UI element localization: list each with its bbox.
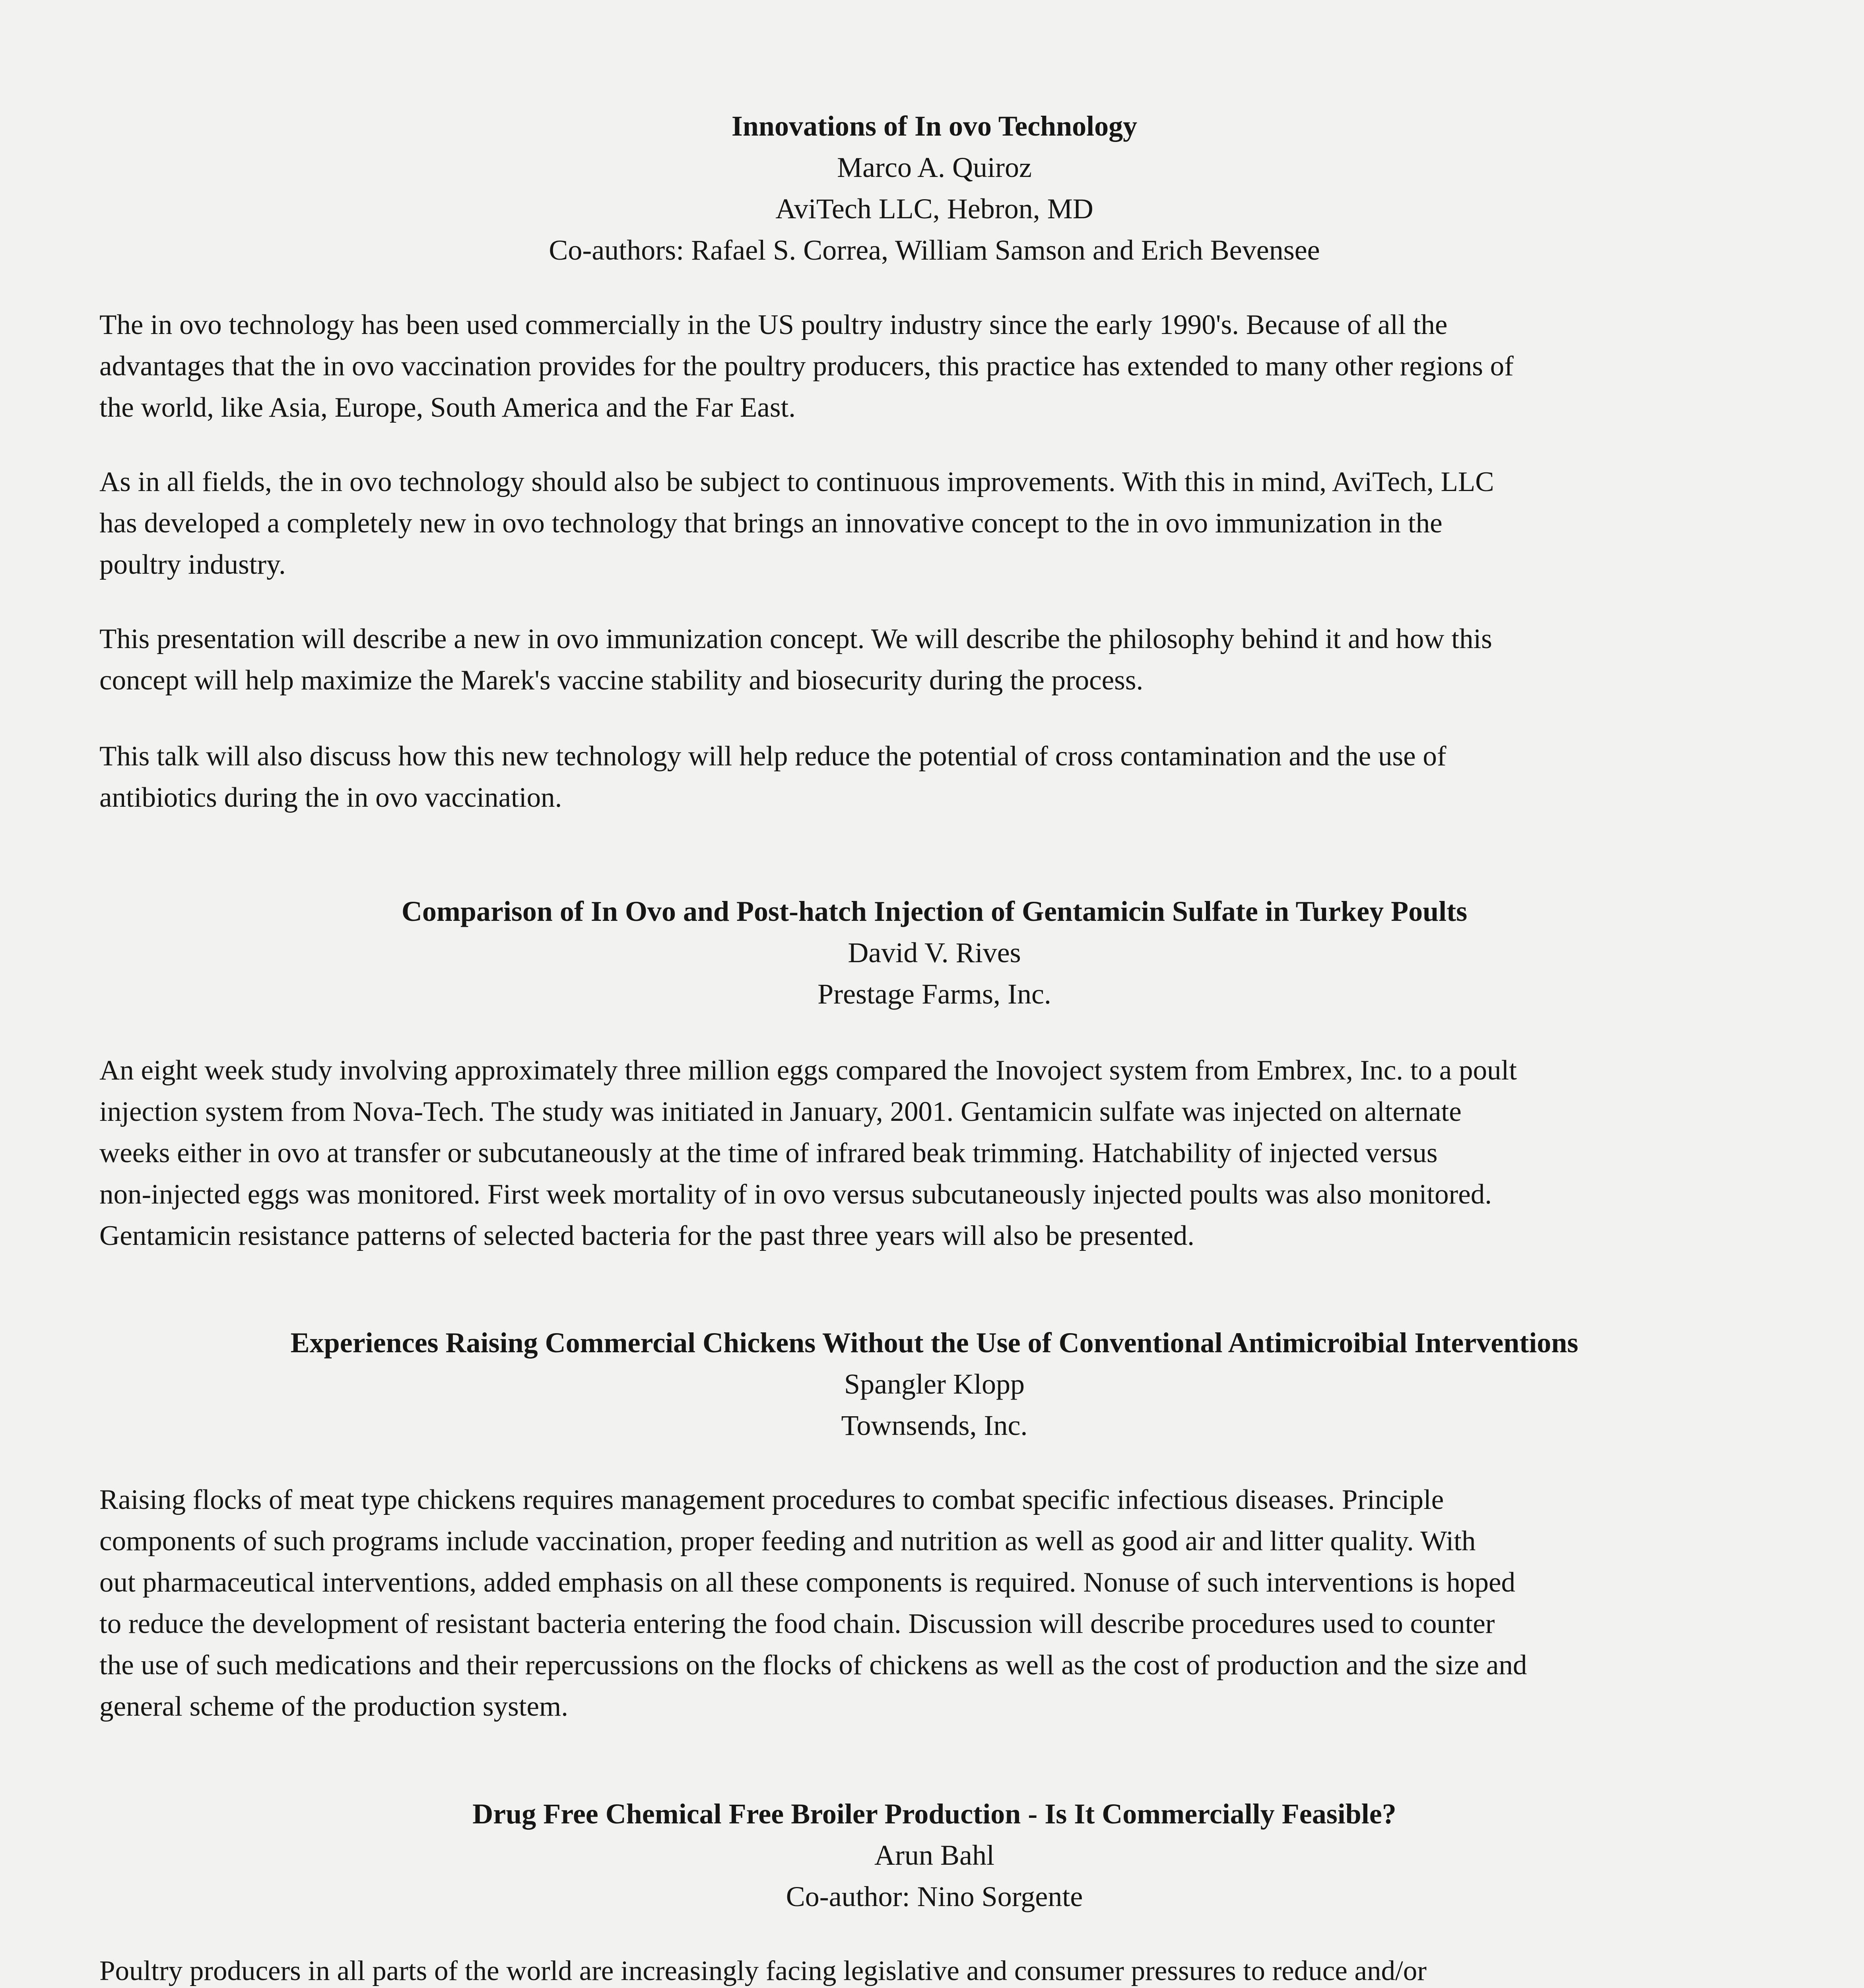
text-line: As in all fields, the in ovo technology should also be subject to continuous improvements. With this in mind, AviTech, LLC [99,466,1494,497]
text-line: to reduce the development of resistant bacteria entering the food chain. Discussion will describe procedures used to counter [99,1608,1495,1639]
text-line: Raising flocks of meat type chickens requires management procedures to combat specific infectious diseases. Principle [99,1484,1444,1515]
article-drug-free-header [99,1793,1769,1917]
text-line: An eight week study involving approximately three million eggs compared the Inovoject system from Embrex, Inc. to a poult [99,1055,1517,1086]
article-antimicrobial-header [99,1322,1769,1446]
paragraph [99,1050,1781,1256]
article-affiliation: AviTech LLC, Hebron, MD [775,193,1093,225]
article-author: Marco A. Quiroz [837,151,1032,183]
text-line: antibiotics during the in ovo vaccination. [99,782,562,813]
paragraph [99,1950,1781,1988]
text-line: components of such programs include vaccination, proper feeding and nutrition as well as good air and litter quality. With [99,1526,1476,1557]
article-affiliation: Prestage Farms, Inc. [817,978,1051,1010]
text-line: The in ovo technology has been used commercially in the US poultry industry since the early 1990's. Because of all the [99,309,1448,340]
article-affiliation: Townsends, Inc. [841,1409,1028,1441]
text-line: general scheme of the production system. [99,1691,569,1722]
text-line: non-injected eggs was monitored. First week mortality of in ovo versus subcutaneously injected poults was also monitored. [99,1179,1492,1210]
article-coauthors: Co-author: Nino Sorgente [786,1881,1083,1912]
article-author: David V. Rives [848,937,1021,969]
text-line: poultry industry. [99,549,286,580]
paragraph [99,461,1781,585]
article-author: Spangler Klopp [844,1368,1025,1400]
article-title: Experiences Raising Commercial Chickens Without the Use of Conventional Antimicroibial Interventions [290,1327,1579,1359]
article-title: Drug Free Chemical Free Broiler Production - Is It Commercially Feasible? [472,1798,1396,1830]
text-line: advantages that the in ovo vaccination provides for the poultry producers, this practice has extended to many other regions of [99,351,1514,382]
text-line: injection system from Nova-Tech. The study was initiated in January, 2001. Gentamicin sulfate was injected on alternate [99,1096,1462,1127]
text-line: out pharmaceutical interventions, added emphasis on all these components is required. Nonuse of such interventions is hoped [99,1567,1515,1598]
article-innovations-header [99,105,1769,271]
article-gentamicin-header [99,891,1769,1015]
paragraph [99,304,1781,428]
text-line: Poultry producers in all parts of the world are increasingly facing legislative and consumer pressures to reduce and/or [99,1955,1427,1986]
text-line: This presentation will describe a new in ovo immunization concept. We will describe the philosophy behind it and how this [99,623,1492,654]
article-coauthors: Co-authors: Rafael S. Correa, William Samson and Erich Bevensee [549,234,1320,266]
text-line: This talk will also discuss how this new technology will help reduce the potential of cross contamination and the use of [99,741,1447,772]
paragraph [99,1479,1781,1727]
text-line: weeks either in ovo at transfer or subcutaneously at the time of infrared beak trimming. Hatchability of injected versus [99,1138,1438,1169]
text-line: concept will help maximize the Marek's vaccine stability and biosecurity during the process. [99,665,1144,696]
text-line: the use of such medications and their repercussions on the flocks of chickens as well as the cost of production and the size and [99,1650,1527,1681]
article-title: Innovations of In ovo Technology [731,110,1138,142]
article-title: Comparison of In Ovo and Post-hatch Injection of Gentamicin Sulfate in Turkey Poults [401,895,1468,927]
text-line: has developed a completely new in ovo technology that brings an innovative concept to the in ovo immunization in the [99,508,1443,539]
text-line: Gentamicin resistance patterns of selected bacteria for the past three years will also be presented. [99,1220,1195,1251]
text-line: the world, like Asia, Europe, South America and the Far East. [99,392,796,423]
paragraph [99,736,1781,818]
paragraph [99,618,1781,701]
article-author: Arun Bahl [874,1839,994,1871]
